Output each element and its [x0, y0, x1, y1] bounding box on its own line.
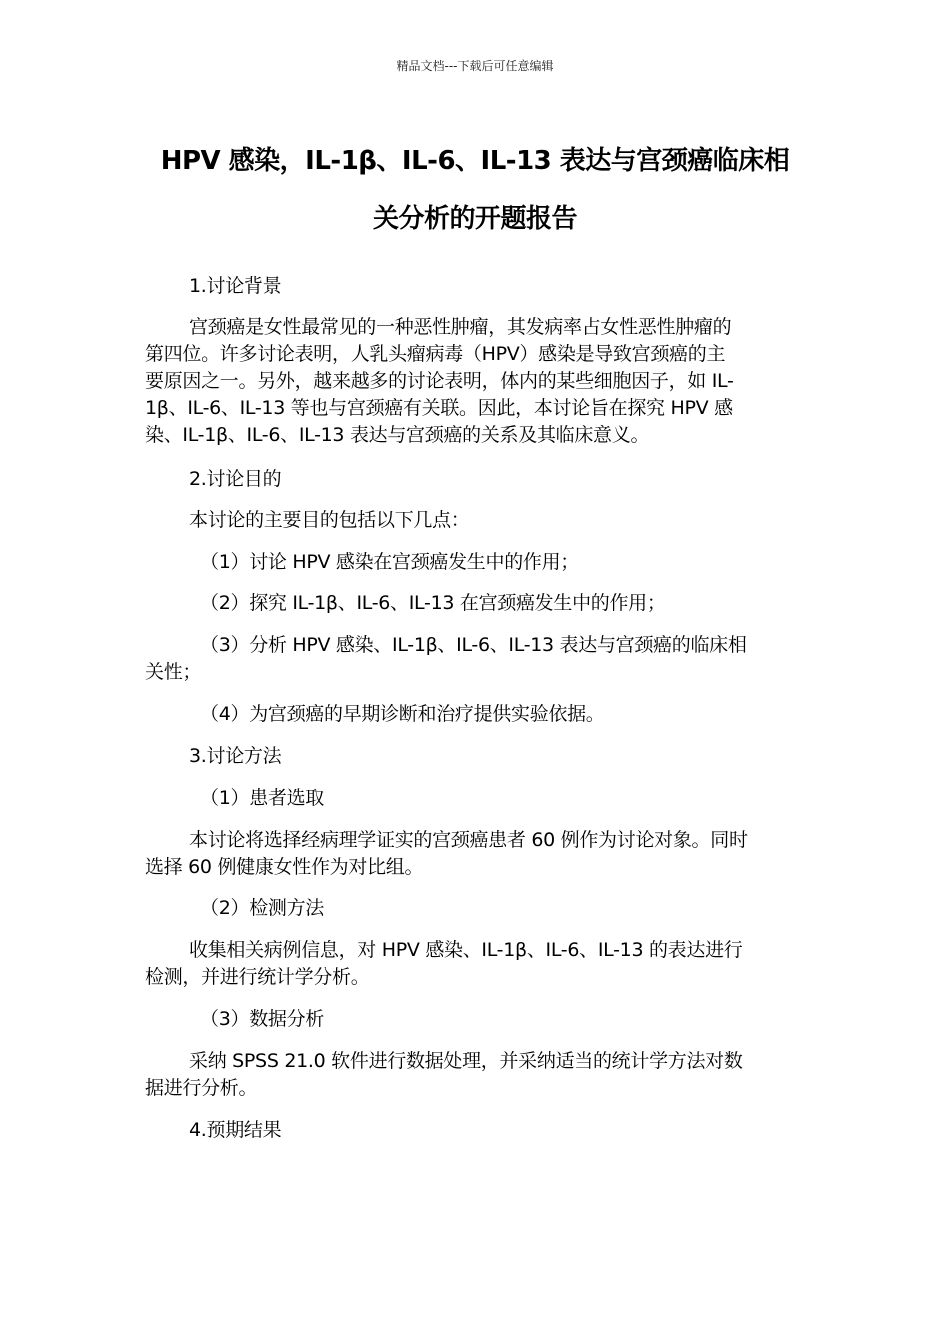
method-paragraph-1-cont: 选择 60 例健康女性作为对比组。 [145, 856, 424, 878]
method-paragraph-3: 采纳 SPSS 21.0 软件进行数据处理，并采纳适当的统计学方法对数 [189, 1050, 743, 1072]
method-paragraph-3-cont: 据进行分析。 [145, 1077, 258, 1099]
paragraph-line: 1β、IL-6、IL-13 等也与宫颈癌有关联。因此，本讨论旨在探究 HPV 感 [145, 397, 733, 419]
page-header: 精品文档---下载后可任意编辑 [396, 59, 554, 73]
paragraph-line: 要原因之一。另外，越来越多的讨论表明，体内的某些细胞因子，如 IL- [145, 370, 734, 392]
method-subheading-1: （1）患者选取 [200, 787, 324, 809]
section-1-heading: 1.讨论背景 [189, 275, 282, 297]
method-paragraph-2-cont: 检测，并进行统计学分析。 [145, 966, 370, 988]
section-3-heading: 3.讨论方法 [189, 745, 282, 767]
method-subheading-2: （2）检测方法 [200, 897, 324, 919]
objective-item-3-cont: 关性； [145, 661, 202, 683]
section-4-heading: 4.预期结果 [189, 1119, 282, 1141]
document-title-line-2: 关分析的开题报告 [372, 204, 577, 234]
objective-item-3: （3）分析 HPV 感染、IL-1β、IL-6、IL-13 表达与宫颈癌的临床相 [200, 634, 747, 656]
section-1-paragraph [145, 314, 805, 341]
objective-item-2: （2）探究 IL-1β、IL-6、IL-13 在宫颈癌发生中的作用； [200, 592, 666, 614]
method-paragraph-2: 收集相关病例信息，对 HPV 感染、IL-1β、IL-6、IL-13 的表达进行 [189, 939, 743, 961]
section-2-intro: 本讨论的主要目的包括以下几点： [189, 509, 470, 531]
method-paragraph-1: 本讨论将选择经病理学证实的宫颈癌患者 60 例作为讨论对象。同时 [189, 829, 748, 851]
paragraph-line: 宫颈癌是女性最常见的一种恶性肿瘤，其发病率占女性恶性肿瘤的 [189, 316, 732, 338]
method-subheading-3: （3）数据分析 [200, 1008, 324, 1030]
section-1-paragraph-cont [145, 341, 805, 449]
objective-item-1: （1）讨论 HPV 感染在宫颈癌发生中的作用； [200, 551, 580, 573]
paragraph-line: 第四位。许多讨论表明，人乳头瘤病毒（HPV）感染是导致宫颈癌的主 [145, 343, 726, 365]
document-title-line-1: HPV 感染，IL-1β、IL-6、IL-13 表达与宫颈癌临床相 [160, 146, 790, 176]
paragraph-line: 染、IL-1β、IL-6、IL-13 表达与宫颈癌的关系及其临床意义。 [145, 424, 650, 446]
objective-item-4: （4）为宫颈癌的早期诊断和治疗提供实验依据。 [200, 703, 605, 725]
section-2-heading: 2.讨论目的 [189, 468, 282, 490]
